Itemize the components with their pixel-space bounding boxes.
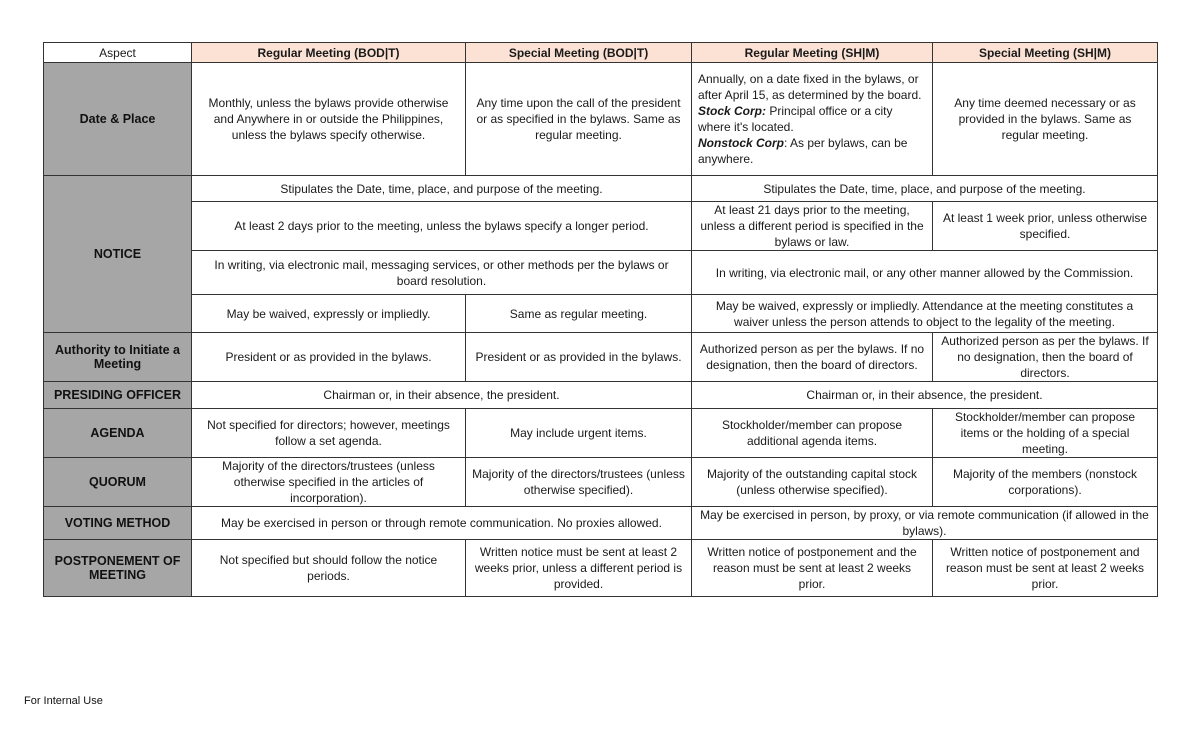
- notice-waiver-row: [44, 295, 1158, 333]
- quorum-regular-bod: Majority of the directors/trustees (unless otherwise specified in the articles of incorporation).: [192, 458, 466, 507]
- quorum-label: QUORUM: [44, 458, 192, 507]
- authority-special-sh: Authorized person as per the bylaws. If no designation, then the board of directors.: [933, 333, 1158, 382]
- voting-label: VOTING METHOD: [44, 507, 192, 540]
- date-place-row: [44, 63, 1158, 176]
- notice-mode-sh: In writing, via electronic mail, or any other manner allowed by the Commission.: [692, 251, 1158, 295]
- quorum-row: [44, 458, 1158, 507]
- regular-sh-header: Regular Meeting (SH|M): [692, 43, 933, 63]
- agenda-special-sh: Stockholder/member can propose items or the holding of a special meeting.: [933, 409, 1158, 458]
- notice-period-bod: At least 2 days prior to the meeting, unless the bylaws specify a longer period.: [192, 202, 692, 251]
- authority-regular-sh: Authorized person as per the bylaws. If no designation, then the board of directors.: [692, 333, 933, 382]
- nonstock-corp-label: Nonstock Corp: [698, 136, 785, 150]
- header-row: [44, 43, 1158, 63]
- agenda-special-bod: May include urgent items.: [466, 409, 692, 458]
- presiding-row: [44, 382, 1158, 409]
- authority-row: [44, 333, 1158, 382]
- stock-corp-text: Principal office or a city where it's located.: [698, 104, 893, 134]
- aspect-header: Aspect: [44, 43, 192, 63]
- authority-regular-bod: President or as provided in the bylaws.: [192, 333, 466, 382]
- special-sh-header: Special Meeting (SH|M): [933, 43, 1158, 63]
- notice-label: NOTICE: [44, 176, 192, 333]
- date-place-regular-sh: [692, 63, 933, 176]
- date-place-regular-sh-intro: Annually, on a date fixed in the bylaws, or after April 15, as determined by the board.: [698, 72, 922, 102]
- postponement-regular-sh: Written notice of postponement and the reason must be sent at least 2 weeks prior.: [692, 540, 933, 597]
- agenda-label: AGENDA: [44, 409, 192, 458]
- nonstock-corp-text: : As per bylaws, can be anywhere.: [698, 136, 908, 166]
- notice-waiver-regular-bod: May be waived, expressly or impliedly.: [192, 295, 466, 333]
- quorum-regular-sh: Majority of the outstanding capital stock (unless otherwise specified).: [692, 458, 933, 507]
- postponement-special-sh: Written notice of postponement and reason must be sent at least 2 weeks prior.: [933, 540, 1158, 597]
- voting-row: [44, 507, 1158, 540]
- voting-bod: May be exercised in person or through remote communication. No proxies allowed.: [192, 507, 692, 540]
- notice-mode-bod: In writing, via electronic mail, messaging services, or other methods per the bylaws or board resolution.: [192, 251, 692, 295]
- notice-waiver-special-bod: Same as regular meeting.: [466, 295, 692, 333]
- postponement-regular-bod: Not specified but should follow the notice periods.: [192, 540, 466, 597]
- notice-period-special-sh: At least 1 week prior, unless otherwise specified.: [933, 202, 1158, 251]
- special-bod-header: Special Meeting (BOD|T): [466, 43, 692, 63]
- notice-purpose-sh: Stipulates the Date, time, place, and purpose of the meeting.: [692, 176, 1158, 202]
- meeting-comparison-table: [43, 42, 1158, 597]
- footer-label: For Internal Use: [24, 695, 103, 707]
- notice-mode-row: [44, 251, 1158, 295]
- authority-special-bod: President or as provided in the bylaws.: [466, 333, 692, 382]
- date-place-special-sh: Any time deemed necessary or as provided in the bylaws. Same as regular meeting.: [933, 63, 1158, 176]
- notice-period-row: [44, 202, 1158, 251]
- postponement-row: [44, 540, 1158, 597]
- authority-label: Authority to Initiate a Meeting: [44, 333, 192, 382]
- date-place-regular-bod: Monthly, unless the bylaws provide otherwise and Anywhere in or outside the Philippines, unless the bylaws specify otherwise.: [192, 63, 466, 176]
- presiding-bod: Chairman or, in their absence, the president.: [192, 382, 692, 409]
- notice-purpose-row: [44, 176, 1158, 202]
- voting-sh: May be exercised in person, by proxy, or via remote communication (if allowed in the bylaws).: [692, 507, 1158, 540]
- date-place-special-bod: Any time upon the call of the president or as specified in the bylaws. Same as regular meeting.: [466, 63, 692, 176]
- postponement-label: POSTPONEMENT OF MEETING: [44, 540, 192, 597]
- stock-corp-label: Stock Corp:: [698, 104, 767, 118]
- notice-waiver-sh: May be waived, expressly or impliedly. Attendance at the meeting constitutes a waiver unless the person attends to object to the legality of the meeting.: [692, 295, 1158, 333]
- postponement-special-bod: Written notice must be sent at least 2 weeks prior, unless a different period is provided.: [466, 540, 692, 597]
- quorum-special-bod: Majority of the directors/trustees (unless otherwise specified).: [466, 458, 692, 507]
- regular-bod-header: Regular Meeting (BOD|T): [192, 43, 466, 63]
- presiding-sh: Chairman or, in their absence, the president.: [692, 382, 1158, 409]
- agenda-regular-bod: Not specified for directors; however, meetings follow a set agenda.: [192, 409, 466, 458]
- presiding-label: PRESIDING OFFICER: [44, 382, 192, 409]
- notice-purpose-bod: Stipulates the Date, time, place, and purpose of the meeting.: [192, 176, 692, 202]
- quorum-special-sh: Majority of the members (nonstock corporations).: [933, 458, 1158, 507]
- notice-period-regular-sh: At least 21 days prior to the meeting, unless a different period is specified in the bylaws or law.: [692, 202, 933, 251]
- date-place-label: Date & Place: [44, 63, 192, 176]
- agenda-row: [44, 409, 1158, 458]
- agenda-regular-sh: Stockholder/member can propose additional agenda items.: [692, 409, 933, 458]
